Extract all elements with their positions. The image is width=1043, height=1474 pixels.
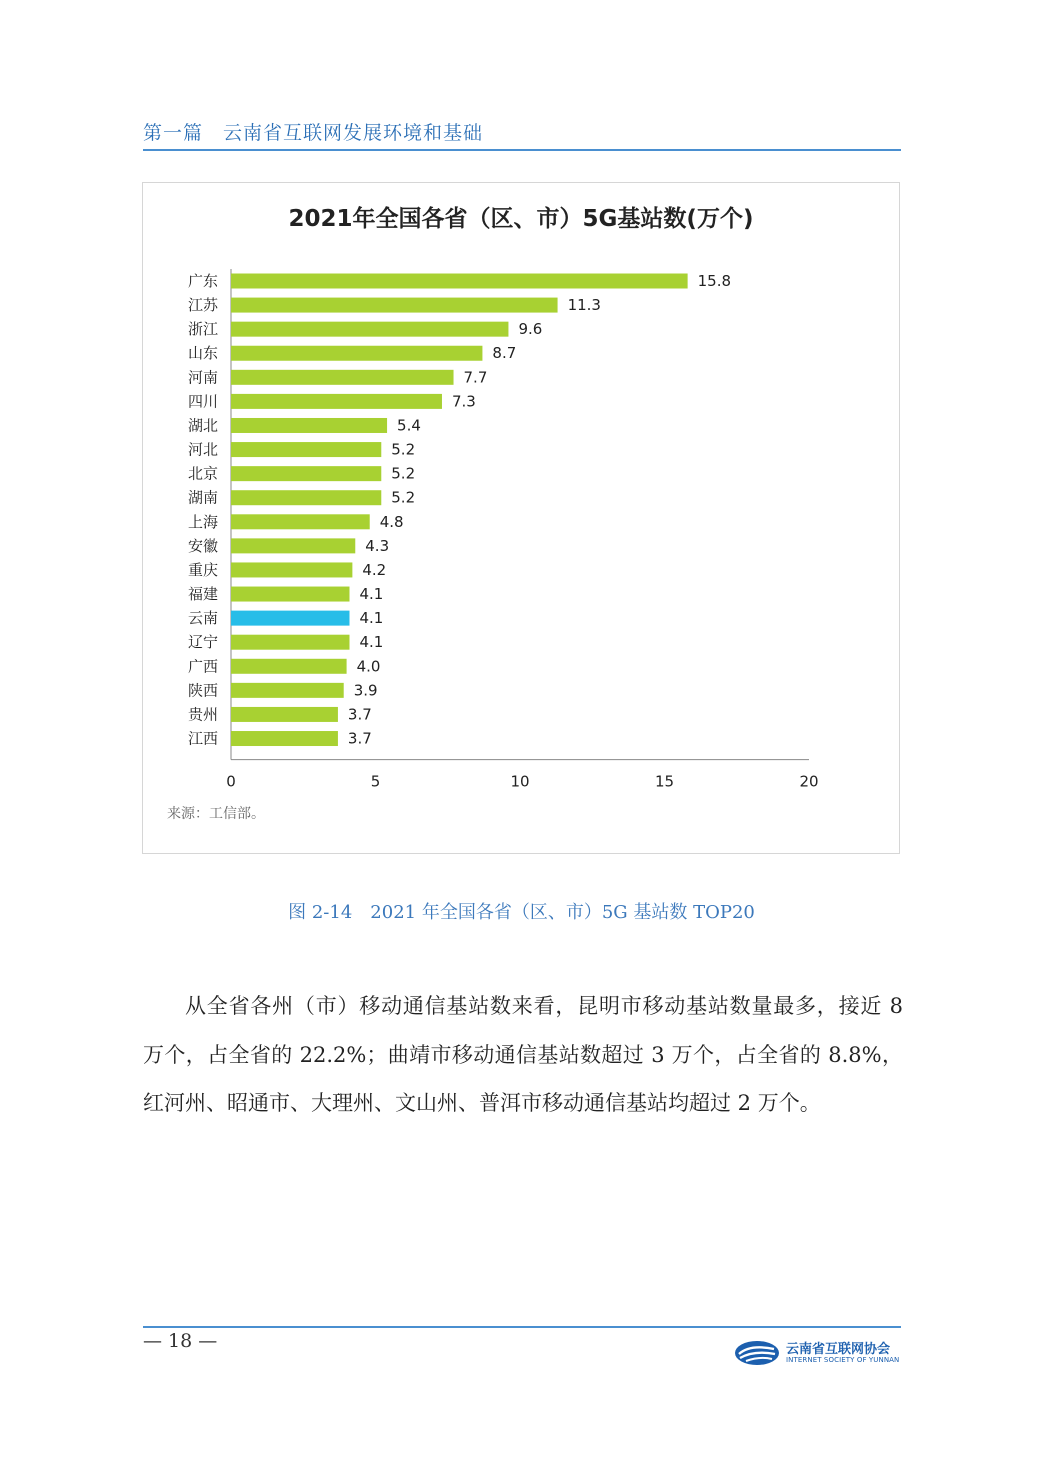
- value-label: 4.0: [356, 657, 381, 676]
- figure-caption: 图 2-14 2021 年全国各省（区、市）5G 基站数 TOP20: [288, 902, 755, 923]
- category-label: 贵州: [187, 705, 218, 724]
- footer-divider: [143, 1326, 901, 1328]
- bar-浙江: [231, 322, 508, 337]
- category-label: 广东: [187, 272, 218, 290]
- logo-text-en: INTERNET SOCIETY OF YUNNAN: [786, 1356, 900, 1364]
- bar-四川: [231, 394, 442, 409]
- category-label: 福建: [187, 585, 218, 604]
- category-label: 浙江: [187, 320, 218, 339]
- bar-贵州: [231, 707, 338, 722]
- bar-河北: [231, 442, 381, 457]
- bar-陕西: [231, 683, 344, 698]
- value-label: 4.1: [359, 585, 384, 604]
- bar-重庆: [231, 562, 352, 577]
- bar-广东: [231, 274, 688, 289]
- value-label: 3.7: [347, 729, 372, 748]
- section-header: 第一篇 云南省互联网发展环境和基础: [143, 122, 484, 144]
- bar-chart: [143, 183, 899, 853]
- category-label: 辽宁: [187, 633, 218, 652]
- bar-江西: [231, 731, 338, 746]
- bar-湖南: [231, 490, 381, 505]
- category-label: 湖北: [187, 416, 218, 435]
- bar-湖北: [231, 418, 387, 433]
- value-label: 5.2: [391, 440, 416, 459]
- x-tick-label: 0: [226, 772, 236, 791]
- globe-logo-icon: [734, 1340, 780, 1366]
- value-label: 4.8: [379, 512, 404, 531]
- category-label: 北京: [187, 464, 218, 483]
- bar-安徽: [231, 538, 355, 553]
- x-tick-label: 20: [799, 772, 819, 791]
- category-label: 湖南: [187, 488, 218, 507]
- x-tick-label: 5: [370, 772, 381, 791]
- bar-云南: [231, 611, 349, 626]
- category-label: 河南: [187, 368, 218, 387]
- category-label: 河北: [187, 440, 218, 459]
- value-label: 4.1: [359, 609, 384, 628]
- category-label: 安徽: [187, 536, 218, 555]
- value-label: 5.2: [391, 464, 416, 483]
- bar-北京: [231, 466, 381, 481]
- value-label: 5.2: [391, 488, 416, 507]
- value-label: 11.3: [567, 296, 601, 315]
- x-tick-label: 10: [510, 772, 530, 791]
- value-label: 3.7: [347, 705, 372, 724]
- category-label: 云南: [187, 609, 218, 628]
- bar-辽宁: [231, 635, 349, 650]
- bar-江苏: [231, 298, 558, 313]
- x-tick-label: 15: [654, 772, 675, 791]
- category-label: 上海: [187, 512, 218, 531]
- bar-福建: [231, 587, 349, 602]
- category-label: 广西: [187, 657, 218, 676]
- organization-logo: [734, 1338, 904, 1368]
- chart-source: 来源：工信部。: [167, 806, 265, 822]
- category-label: 四川: [187, 392, 218, 411]
- bar-山东: [231, 346, 482, 361]
- value-label: 4.3: [365, 536, 390, 555]
- header-divider: [143, 149, 901, 151]
- value-label: 4.1: [359, 633, 384, 652]
- value-label: 5.4: [397, 416, 421, 435]
- bar-河南: [231, 370, 454, 385]
- body-paragraph: 从全省各州（市）移动通信基站数来看，昆明市移动基站数量最多，接近 8 万个，占全省的 22.2%；曲靖市移动通信基站数超过 3 万个，占全省的 8.8%，红河州、昭通市、大理州、文山州、普洱市移动通信基站均超过 2 万个。: [143, 994, 903, 1115]
- value-label: 9.6: [518, 320, 543, 339]
- category-label: 陕西: [187, 681, 218, 700]
- bar-广西: [231, 659, 347, 674]
- value-label: 7.3: [451, 392, 476, 411]
- category-label: 重庆: [187, 560, 218, 579]
- value-label: 3.9: [353, 681, 378, 700]
- category-label: 江西: [187, 729, 218, 748]
- category-label: 江苏: [187, 296, 218, 315]
- page-number: — 18 —: [143, 1330, 218, 1352]
- value-label: 7.7: [463, 368, 488, 387]
- value-label: 8.7: [492, 344, 517, 363]
- logo-text-cn: 云南省互联网协会: [786, 1342, 891, 1357]
- category-label: 山东: [187, 344, 218, 363]
- value-label: 15.8: [697, 272, 732, 290]
- bar-上海: [231, 514, 370, 529]
- chart-title: 2021年全国各省（区、市）5G基站数(万个): [288, 206, 754, 232]
- chart-container: [142, 182, 900, 854]
- value-label: 4.2: [362, 560, 387, 579]
